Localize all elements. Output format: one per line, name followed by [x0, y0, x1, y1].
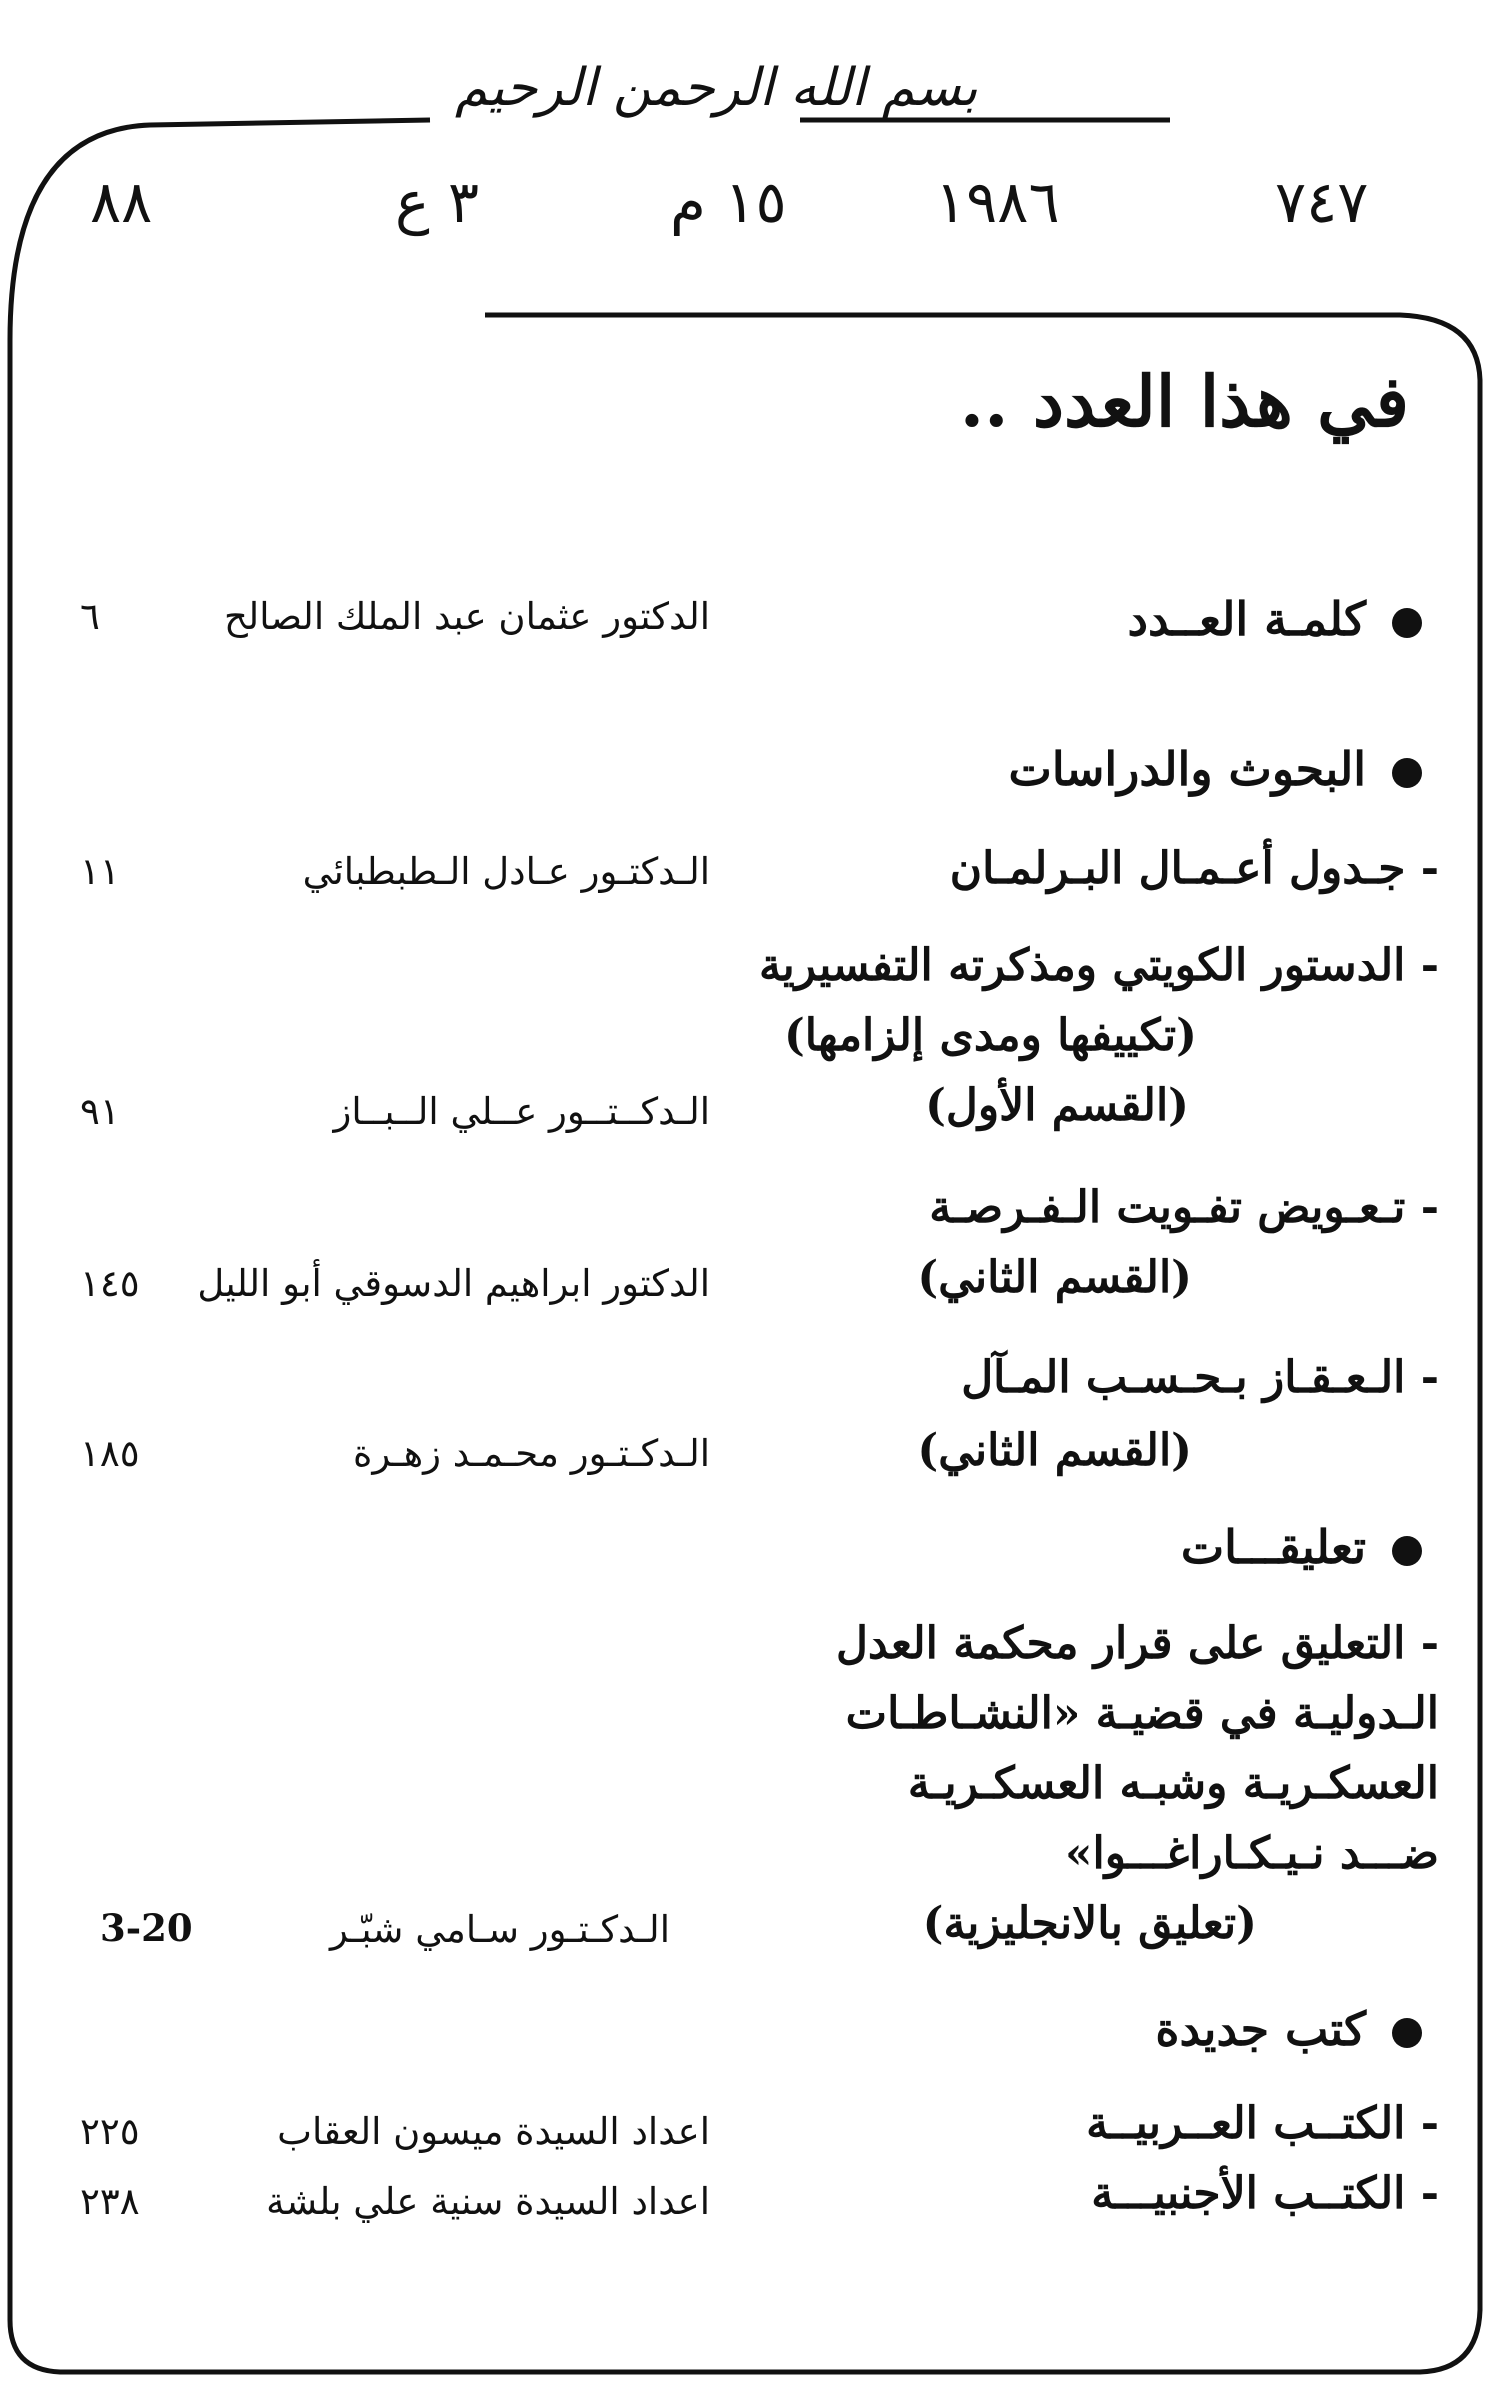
section-editorial: كلمـة العــدد [1128, 592, 1422, 646]
toc-entry-page: ١١ [80, 850, 120, 893]
handwritten-note-3: ١٥ م [670, 168, 787, 236]
toc-entry-note: (تعليق بالانجليزية) [922, 1898, 1257, 1949]
toc-entry-author: الـدكـتـور محـمـد زهـرة [353, 1432, 710, 1475]
toc-entry-page: ١٨٥ [80, 1432, 140, 1475]
section-comments: تعليقـــات [1181, 1520, 1422, 1574]
bullet-icon [1392, 2018, 1422, 2048]
page-editorial: ٦ [80, 595, 100, 638]
toc-entry-page: ١٤٥ [80, 1262, 140, 1305]
bullet-icon [1392, 1536, 1422, 1566]
page-title: في هذا العدد .. [959, 360, 1409, 443]
toc-entry-title: - الـعـقـاز بـحـسـب المـآل [789, 1352, 1439, 1403]
toc-entry-author: الـدكــتــور عــلي الــبــاز [333, 1090, 710, 1133]
toc-entry-subtitle: (تكييفها ومدى إلزامها) [783, 1010, 1197, 1061]
toc-entry-page: ٢٣٨ [80, 2180, 140, 2223]
bullet-icon [1392, 608, 1422, 638]
toc-entry-author: اعداد السيدة سنية علي بلشة [266, 2180, 710, 2223]
handwritten-note-4: ١٩٨٦ [935, 168, 1060, 236]
toc-entry-page: ٩١ [80, 1090, 120, 1133]
basmala: بسم الله الرحمن الرحيم [455, 58, 978, 118]
handwritten-note-1: ٨٨ [90, 168, 153, 236]
toc-entry-title: - التعليق على قرار محكمة العدل [789, 1618, 1439, 1669]
toc-entry-title-line: العسكـريـة وشبـه العسكـريـة [907, 1758, 1439, 1809]
toc-entry-author: الـدكـتـور سـامي شبّـر [330, 1908, 670, 1951]
author-editorial: الدكتور عثمان عبد الملك الصالح [224, 595, 710, 638]
toc-entry-title-line: ضـــد نـيـكـاراغـــوا» [1065, 1828, 1439, 1879]
toc-entry-part: (القسم الثاني) [917, 1252, 1192, 1303]
toc-entry-title: - جـدول أعـمـال البـرلمـان [789, 843, 1439, 894]
toc-entry-part: (القسم الثاني) [917, 1425, 1192, 1476]
toc-entry-page: ٢٢٥ [80, 2110, 140, 2153]
section-new-books: كتب جديدة [1155, 2002, 1422, 2056]
section-research: البحوث والدراسات [1009, 742, 1422, 796]
handwritten-note-5: ٧٤٧ [1275, 168, 1369, 236]
toc-entry-author: الـدكتـور عـادل الـطبطبائي [302, 850, 710, 893]
handwritten-note-2: ٣ ع [395, 168, 480, 236]
toc-entry-page: 3-20 [100, 1906, 193, 1950]
toc-entry-title-line: الـدوليـة في قضيـة «النشـاطـات [845, 1688, 1439, 1739]
toc-entry-author: الدكتور ابراهيم الدسوقي أبو الليل [197, 1262, 710, 1305]
toc-entry-title: - الدستور الكويتي ومذكرته التفسيرية [789, 940, 1439, 991]
toc-entry-title: - الكتــب الأجنبيـــة [1009, 2168, 1439, 2219]
toc-entry-part: (القسم الأول) [925, 1080, 1189, 1131]
toc-entry-author: اعداد السيدة ميسون العقاب [277, 2110, 710, 2153]
toc-entry-title: - الكتــب العــربيــة [1009, 2098, 1439, 2149]
toc-entry-title: - تـعـويض تفـويت الـفـرصـة [789, 1182, 1439, 1233]
bullet-icon [1392, 758, 1422, 788]
